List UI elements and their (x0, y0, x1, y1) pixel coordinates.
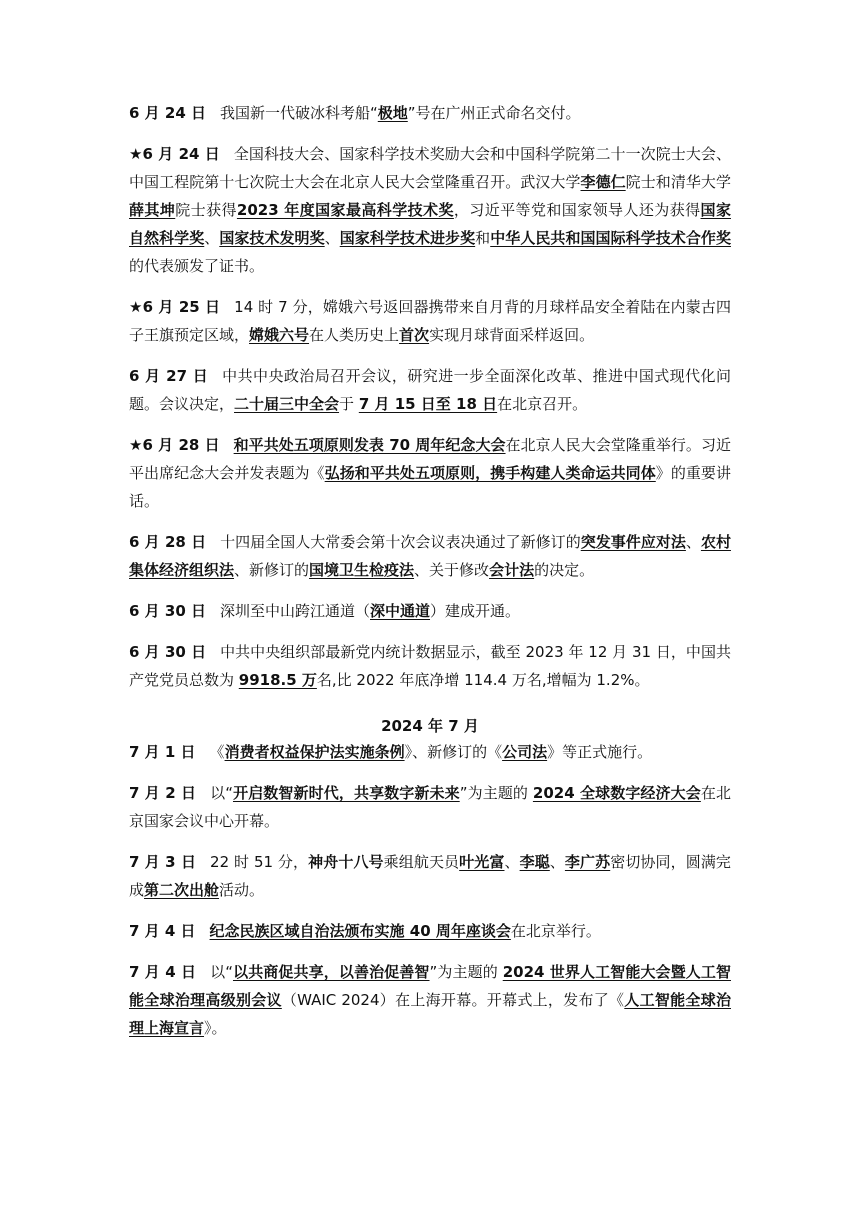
entry-text: 、新修订的 (234, 561, 310, 579)
underlined-term: 叶光富 (459, 853, 505, 871)
july-entries (129, 738, 731, 1042)
highlight-term (370, 602, 430, 620)
highlight-term (565, 853, 610, 871)
underlined-term: 消费者权益保护法实施条例 (224, 743, 405, 761)
highlight-term (237, 201, 454, 219)
highlight-term (533, 784, 701, 802)
entry-text: 全国科技大会、国家科学技术奖励大会和中国科学院第二十一次院士大会、中国工程院第十七次院士大会在北京人民大会堂隆重召开。武汉大学 (129, 145, 731, 191)
underlined-term: 李聪 (519, 853, 550, 871)
entry-text: 于 (339, 395, 359, 413)
timeline-entry (129, 528, 731, 584)
entry-text: 22 时 51 分， (210, 853, 309, 871)
timeline-entry (129, 140, 731, 280)
highlight-term (359, 395, 497, 413)
timeline-entry (129, 597, 731, 625)
highlight-term (239, 671, 317, 689)
timeline-entry (129, 638, 731, 694)
entry-text: 以“ (210, 784, 233, 802)
entry-text: 、 (204, 229, 220, 247)
entry-text: 中共中央组织部最新党内统计数据显示，截至 2023 年 12 月 31 日，中国共产党党员总数为 (129, 643, 731, 689)
entry-text: （WAIC 2024）在上海开幕。开幕式上，发布了《 (281, 991, 625, 1009)
highlight-term (233, 784, 460, 802)
entry-text: 、 (549, 853, 565, 871)
underlined-term: 弘扬和平共处五项原则，携手构建人类命运共同体 (324, 464, 656, 482)
entry-text: 》。 (204, 1019, 227, 1037)
entry-date: ★6 月 28 日 (129, 436, 220, 454)
entry-date: ★6 月 24 日 (129, 145, 220, 163)
entry-date: 6 月 24 日 (129, 104, 206, 122)
entry-text: 中共中央政治局召开会议，研究进一步全面深化改革、推进中国式现代化问题。会议决定， (129, 367, 731, 413)
entry-text: ，习近平等党和国家领导人还为获得 (453, 201, 701, 219)
underlined-term: 7 月 15 日至 18 日 (358, 395, 498, 413)
timeline-entry (129, 848, 731, 904)
entry-date: 7 月 1 日 (129, 743, 196, 761)
highlight-term (489, 561, 534, 579)
entry-date: 7 月 4 日 (129, 963, 197, 981)
highlight-term (233, 963, 430, 981)
underlined-term: 嫦娥六号 (249, 326, 310, 344)
entry-text: ”号在广州正式命名交付。 (407, 104, 581, 122)
entry-date: 7 月 3 日 (129, 853, 197, 871)
timeline-entry (129, 362, 731, 418)
month-heading: 2024 年 7 月 (381, 717, 479, 735)
highlight-term (234, 395, 339, 413)
highlight-term (581, 533, 686, 551)
underlined-term: 以共商促共享，以善治促善智 (232, 963, 430, 981)
entry-text: 名,比 2022 年底净增 114.4 万名,增幅为 1.2%。 (316, 671, 650, 689)
underlined-term: 2023 年度国家最高科学技术奖 (236, 201, 454, 219)
highlight-term: 神舟十八号 (308, 853, 384, 871)
underlined-term: 薛其坤 (129, 201, 176, 219)
underlined-term: 二十届三中全会 (234, 395, 340, 413)
entry-date: 7 月 2 日 (129, 784, 197, 802)
timeline-entry (129, 779, 731, 835)
highlight-term (502, 743, 547, 761)
entry-date: 7 月 4 日 (129, 922, 196, 940)
entry-text: ）建成开通。 (430, 602, 521, 620)
highlight-term (490, 229, 731, 247)
highlight-term (129, 201, 175, 219)
underlined-term: 人工智能全球治理上海宣言 (129, 991, 731, 1037)
highlight-term (249, 326, 309, 344)
underlined-term: 国家科学技术进步奖 (339, 229, 476, 247)
highlight-term (581, 173, 626, 191)
underlined-term: 极地 (377, 104, 408, 122)
entry-text: 在北京召开。 (497, 395, 588, 413)
entry-text: 的决定。 (534, 561, 595, 579)
entry-text: 院士获得 (175, 201, 237, 219)
entry-text: 在人类历史上 (309, 326, 400, 344)
underlined-term: 开启数智新时代，共享数字新未来 (232, 784, 460, 802)
entry-date: 6 月 27 日 (129, 367, 209, 385)
entry-text: 的代表颁发了证书。 (129, 257, 265, 275)
underlined-term: 李德仁 (580, 173, 626, 191)
timeline-entry (129, 293, 731, 349)
entry-text: 乘组航天员 (383, 853, 460, 871)
underlined-term: 和平共处五项原则发表 70 周年纪念大会 (233, 436, 506, 454)
entry-text: 密切协同，圆满完成 (129, 853, 731, 899)
underlined-term: 2024 世界人工智能大会暨人工智能全球治理高级别会议 (129, 963, 731, 1009)
underlined-term: 国家自然科学奖 (129, 201, 731, 247)
entry-text: 、 (324, 229, 340, 247)
entry-text: 、关于修改 (414, 561, 490, 579)
timeline-entry (129, 917, 731, 945)
timeline-entry (129, 431, 731, 515)
underlined-term: 首次 (399, 326, 430, 344)
underlined-term: 国家技术发明奖 (219, 229, 325, 247)
entry-text: 实现月球背面采样返回。 (429, 326, 595, 344)
entry-text: 在北京人民大会堂隆重举行。习近平出席纪念大会并发表题为《 (129, 436, 731, 482)
underlined-term: 9918.5 万 (238, 671, 317, 689)
underlined-term: 公司法 (502, 743, 548, 761)
entry-text: 在北京国家会议中心开幕。 (129, 784, 731, 830)
highlight-term (225, 743, 405, 761)
underlined-term: 纪念民族区域自治法颁布实施 40 周年座谈会 (209, 922, 511, 940)
timeline-entry (129, 958, 731, 1042)
entry-date: 6 月 30 日 (129, 602, 206, 620)
entry-date: ★6 月 25 日 (129, 298, 221, 316)
entry-text: 活动。 (219, 881, 265, 899)
entry-text: ”为主题的 (429, 963, 503, 981)
entry-text: 14 时 7 分，嫦娥六号返回器携带来自月背的月球样品安全着陆在内蒙古四子王旗预定区域， (129, 298, 731, 344)
underlined-term: 2024 全球数字经济大会 (532, 784, 701, 802)
entry-text: 在北京举行。 (510, 922, 601, 940)
entry-text: 、 (685, 533, 701, 551)
underlined-term: 农村集体经济组织法 (129, 533, 731, 579)
entry-text: 》等正式施行。 (547, 743, 653, 761)
underlined-term: 深中通道 (370, 602, 431, 620)
entry-text: 以“ (210, 963, 233, 981)
highlight-term (459, 853, 504, 871)
entry-text: ”为主题的 (459, 784, 533, 802)
entry-text: 我国新一代破冰科考船“ (219, 104, 378, 122)
underlined-term: 中华人民共和国国际科学技术合作奖 (490, 229, 731, 247)
highlight-term (399, 326, 429, 344)
highlight-term (340, 229, 475, 247)
june-entries (129, 99, 731, 694)
entry-text: 、 (504, 853, 520, 871)
entry-text: 十四届全国人大常委会第十次会议表决通过了新修订的 (220, 533, 581, 551)
underlined-term: 第二次出舱 (144, 881, 220, 899)
timeline-entry (129, 738, 731, 766)
highlight-term (144, 881, 219, 899)
highlight-term (234, 436, 506, 454)
underlined-term: 李广苏 (564, 853, 611, 871)
highlight-term (325, 464, 656, 482)
entry-text: 》、新修订的《 (404, 743, 503, 761)
entry-text: 院士和清华大学 (625, 173, 731, 191)
entry-date: 6 月 30 日 (129, 643, 207, 661)
document-content (129, 99, 731, 1055)
timeline-entry (129, 99, 731, 127)
entry-text: 》的重要讲话。 (129, 464, 731, 510)
entry-text: 《 (209, 743, 225, 761)
highlight-term (210, 922, 511, 940)
highlight-term (520, 853, 550, 871)
entry-text: 和 (475, 229, 491, 247)
underlined-term: 国境卫生检疫法 (309, 561, 415, 579)
underlined-term: 突发事件应对法 (580, 533, 686, 551)
highlight-term (219, 229, 324, 247)
underlined-term: 会计法 (489, 561, 535, 579)
highlight-term (309, 561, 414, 579)
highlight-term (378, 104, 408, 122)
entry-text: 深圳至中山跨江通道（ (219, 602, 370, 620)
entry-date: 6 月 28 日 (129, 533, 207, 551)
